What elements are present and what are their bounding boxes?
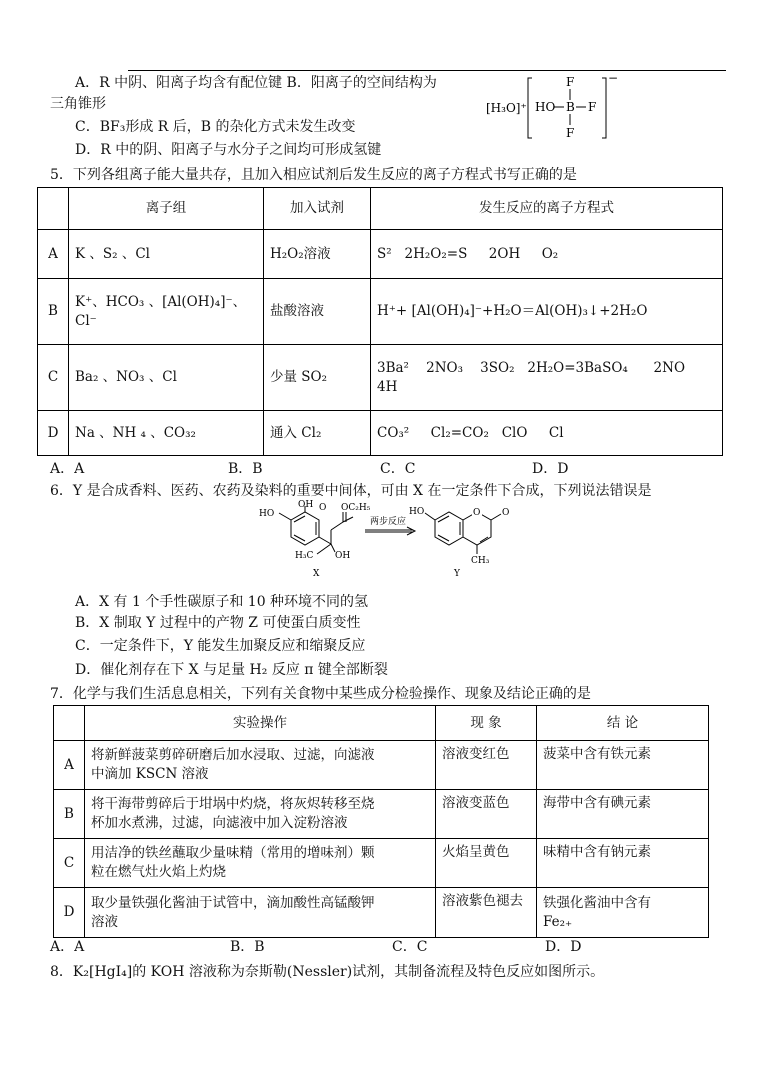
q4-option-b-cont: 三角锥形 <box>50 96 106 112</box>
operation <box>85 790 436 839</box>
op-line: 粒在燃气灶火焰上灼烧 <box>91 864 226 880</box>
q7-answer-options <box>0 937 760 957</box>
phenomenon: 火焰呈黄色 <box>436 839 537 888</box>
q4-option-d: D．R 中的阴、阳离子与水分子之间均可形成氢键 <box>75 142 382 158</box>
q4-bf3-structure <box>482 68 622 144</box>
ion-group: K 、S₂ 、Cl <box>69 230 264 279</box>
q5-table <box>37 187 723 456</box>
q4-f-top: F <box>566 75 575 89</box>
x-ho: HO <box>259 509 275 519</box>
ion-line: Cl⁻ <box>75 312 97 329</box>
answer-option[interactable]: A．A <box>50 939 85 955</box>
q5-answer-options <box>0 459 760 479</box>
conclusion: 味精中含有钠元素 <box>537 839 709 888</box>
q5-header-row <box>38 188 723 230</box>
phenomenon: 溶液变红色 <box>436 741 537 790</box>
row-label: B <box>38 279 69 345</box>
q7-stem: 7．化学与我们生活息息相关，下列有关食物中某些成分检验操作、现象及结论正确的是 <box>50 686 591 702</box>
y-o-ring: O <box>473 508 481 518</box>
q5-stem: 5．下列各组离子能大量共存，且加入相应试剂后发生反应的离子方程式书写正确的是 <box>50 167 577 183</box>
answer-option[interactable]: D．D <box>545 939 582 955</box>
answer-option[interactable]: A．A <box>50 461 85 477</box>
reagent: 通入 Cl₂ <box>264 411 371 456</box>
q7-header: 现 象 <box>436 706 537 741</box>
row-label: A <box>54 741 85 790</box>
x-oh: OH <box>335 551 351 561</box>
ionic-equation <box>371 345 723 411</box>
ionic-equation: H⁺+ [Al(OH)₄]⁻+H₂O＝Al(OH)₃↓+2H₂O <box>371 279 723 345</box>
table-row <box>54 888 709 938</box>
row-label: B <box>54 790 85 839</box>
q4-ho: HO <box>535 100 556 114</box>
q4-f-bottom: F <box>566 126 575 140</box>
table-row <box>38 279 723 345</box>
q6-option-c: C．一定条件下，Y 能发生加聚反应和缩聚反应 <box>75 638 366 654</box>
arrow-label: 两步反应 <box>370 517 407 527</box>
table-row <box>54 790 709 839</box>
q6-reaction-scheme <box>255 500 535 582</box>
op-line: 将干海带剪碎后于坩埚中灼烧，将灰烬转移至烧 <box>91 796 375 812</box>
q5-header: 加入试剂 <box>264 188 371 230</box>
table-row <box>38 345 723 411</box>
ionic-equation: CO₃² Cl₂=CO₂ ClO Cl <box>371 411 723 456</box>
row-label: A <box>38 230 69 279</box>
ion-group: Na 、NH ₄ 、CO₃₂ <box>69 411 264 456</box>
x-ester: OC₂H₅ <box>341 503 371 513</box>
x-oh-top: OH <box>298 500 314 510</box>
q6-option-b: B．X 制取 Y 过程中的产物 Z 可使蛋白质变性 <box>75 615 361 631</box>
q4-option-a-b: A．R 中阴、阳离子均含有配位键 B．阳离子的空间结构为 <box>75 75 437 91</box>
op-line: 取少量铁强化酱油于试管中，滴加酸性高锰酸钾 <box>91 894 375 911</box>
q8-stem: 8．K₂[HgI₄]的 KOH 溶液称为奈斯勒(Nessler)试剂，其制备流程及特色反应如图所示。 <box>50 964 605 980</box>
ion-line: K⁺、HCO₃ 、[Al(OH)₄]⁻、 <box>75 293 247 310</box>
conclusion <box>537 888 709 938</box>
q4-cation: [H₃O]⁺ <box>486 101 527 115</box>
y-label: Y <box>454 569 460 579</box>
reagent: 盐酸溶液 <box>264 279 371 345</box>
op-line: 溶液 <box>91 913 118 930</box>
q7-header-row <box>54 706 709 741</box>
ion-group <box>69 279 264 345</box>
q7-header: 实验操作 <box>85 706 436 741</box>
op-line: 将新鲜菠菜剪碎研磨后加水浸取、过滤，向滤液 <box>91 747 375 763</box>
reagent: 少量 SO₂ <box>264 345 371 411</box>
answer-option[interactable]: B．B <box>228 461 263 477</box>
operation <box>85 741 436 790</box>
q7-header: 结 论 <box>537 706 709 741</box>
ion-group: Ba₂ 、NO₃ 、Cl <box>69 345 264 411</box>
y-ho: HO <box>409 507 425 517</box>
q5-header: 发生反应的离子方程式 <box>371 188 723 230</box>
table-row <box>38 411 723 456</box>
row-label: C <box>54 839 85 888</box>
q4-charge: − <box>608 71 619 85</box>
ionic-equation: S² 2H₂O₂=S 2OH O₂ <box>371 230 723 279</box>
row-label: D <box>38 411 69 456</box>
q5-header: 离子组 <box>69 188 264 230</box>
header-rule <box>128 70 726 71</box>
op-line: 用洁净的铁丝蘸取少量味精（常用的增味剂）颗 <box>91 845 375 861</box>
q4-b: B <box>566 100 575 114</box>
row-label: D <box>54 888 85 938</box>
eq-line: 4H <box>377 378 398 395</box>
answer-option[interactable]: C．C <box>380 461 416 477</box>
eq-line: 3Ba² 2NO₃ 3SO₂ 2H₂O=3BaSO₄ 2NO <box>377 359 686 376</box>
conclusion: 海带中含有碘元素 <box>537 790 709 839</box>
table-row <box>38 230 723 279</box>
x-carbonyl-o: O <box>319 503 327 513</box>
q7-table <box>53 705 709 938</box>
q4-f-right: F <box>588 100 597 114</box>
table-row <box>54 741 709 790</box>
phenomenon: 溶液紫色褪去 <box>436 888 537 938</box>
y-o-carbonyl: O <box>502 508 510 518</box>
conclusion: 菠菜中含有铁元素 <box>537 741 709 790</box>
row-label: C <box>38 345 69 411</box>
x-label: X <box>313 569 320 579</box>
op-line: 杯加水煮沸，过滤，向滤液中加入淀粉溶液 <box>91 815 348 831</box>
answer-option[interactable]: D．D <box>532 461 569 477</box>
q4-option-c: C．BF₃形成 R 后，B 的杂化方式未发生改变 <box>75 119 356 135</box>
concl-line: Fe₂₊ <box>543 913 573 930</box>
q6-option-a: A．X 有 1 个手性碳原子和 10 种环境不同的氢 <box>75 594 369 610</box>
table-row <box>54 839 709 888</box>
reagent: H₂O₂溶液 <box>264 230 371 279</box>
op-line: 中滴加 KSCN 溶液 <box>91 766 209 782</box>
q6-stem: 6．Y 是合成香料、医药、农药及染料的重要中间体，可由 X 在一定条件下合成，下列说法错误是 <box>50 483 652 499</box>
concl-line: 铁强化酱油中含有 <box>543 894 651 911</box>
x-ch3: H₃C <box>295 551 314 561</box>
phenomenon: 溶液变蓝色 <box>436 790 537 839</box>
answer-option[interactable]: C．C <box>392 939 428 955</box>
q6-option-d: D．催化剂存在下 X 与足量 H₂ 反应 π 键全部断裂 <box>75 662 388 678</box>
answer-option[interactable]: B．B <box>230 939 265 955</box>
operation <box>85 839 436 888</box>
y-ch3: CH₃ <box>471 556 490 566</box>
operation <box>85 888 436 938</box>
